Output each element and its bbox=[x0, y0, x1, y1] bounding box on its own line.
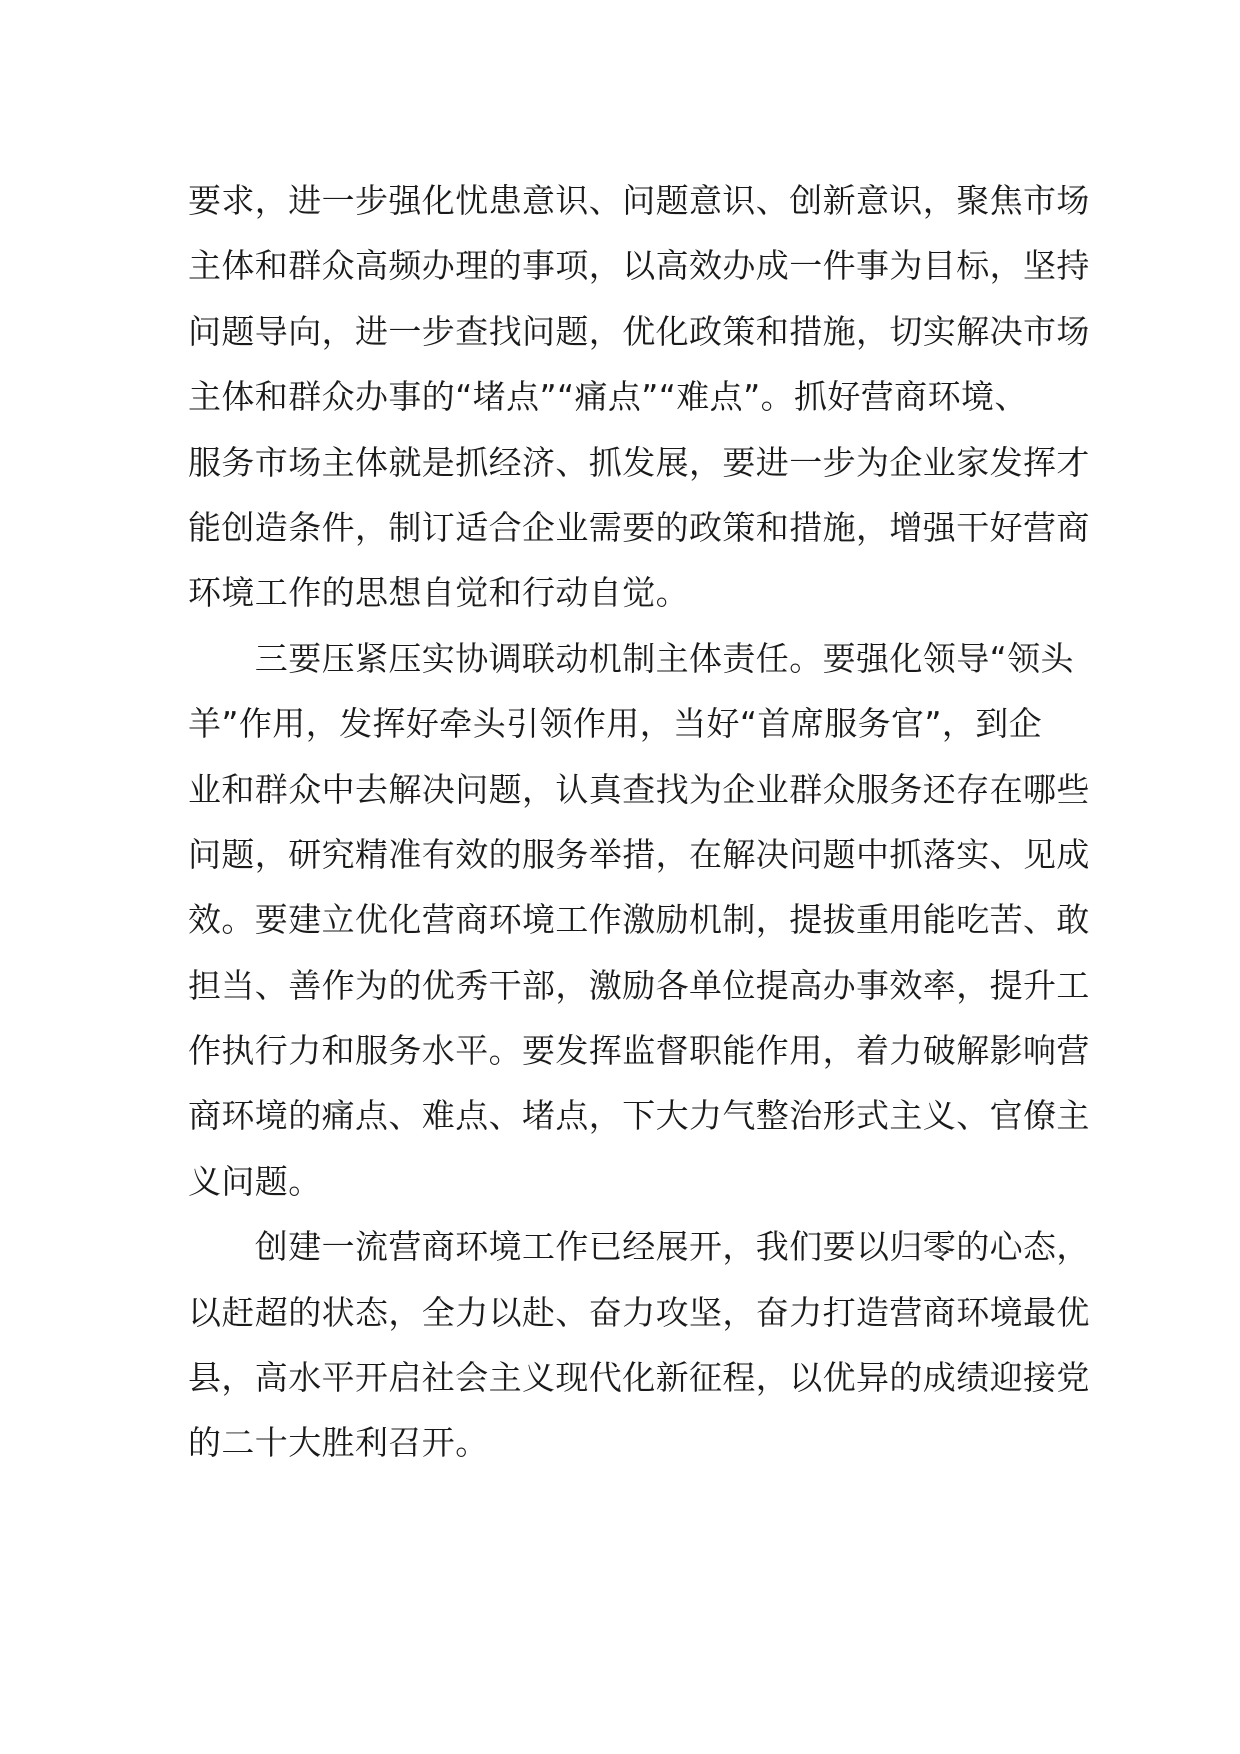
text-line: 县，高水平开启社会主义现代化新征程，以优异的成绩迎接党 bbox=[188, 1358, 1090, 1398]
text-line: 创建一流营商环境工作已经展开，我们要以归零的心态， bbox=[188, 1227, 1090, 1267]
text-line: 义问题。 bbox=[188, 1161, 322, 1201]
text-line: 商环境的痛点、难点、堵点，下大力气整治形式主义、官僚主 bbox=[188, 1096, 1090, 1136]
text-line: 问题导向，进一步查找问题，优化政策和措施，切实解决市场 bbox=[188, 311, 1090, 351]
text-line: 的二十大胜利召开。 bbox=[188, 1423, 489, 1463]
text-line: 环境工作的思想自觉和行动自觉。 bbox=[188, 573, 689, 613]
text-line: 三要压紧压实协调联动机制主体责任。要强化领导“领头 bbox=[188, 638, 1074, 678]
body-text bbox=[188, 168, 1088, 1476]
text-line: 主体和群众高频办理的事项，以高效办成一件事为目标，坚持 bbox=[188, 246, 1090, 286]
text-line: 羊”作用，发挥好牵头引领作用，当好“首席服务官”，到企 bbox=[188, 704, 1043, 744]
text-line: 作执行力和服务水平。要发挥监督职能作用，着力破解影响营 bbox=[188, 1031, 1090, 1071]
text-line: 能创造条件，制订适合企业需要的政策和措施，增强干好营商 bbox=[188, 507, 1090, 547]
text-line: 以赶超的状态，全力以赴、奋力攻坚，奋力打造营商环境最优 bbox=[188, 1292, 1090, 1332]
text-line: 效。要建立优化营商环境工作激励机制，提拔重用能吃苦、敢 bbox=[188, 900, 1090, 940]
text-line: 担当、善作为的优秀干部，激励各单位提高办事效率，提升工 bbox=[188, 965, 1090, 1005]
text-line: 业和群众中去解决问题，认真查找为企业群众服务还存在哪些 bbox=[188, 769, 1090, 809]
text-line: 问题，研究精准有效的服务举措，在解决问题中抓落实、见成 bbox=[188, 834, 1090, 874]
text-line: 要求，进一步强化忧患意识、问题意识、创新意识，聚焦市场 bbox=[188, 181, 1090, 220]
text-line: 服务市场主体就是抓经济、抓发展，要进一步为企业家发挥才 bbox=[188, 442, 1090, 482]
text-line: 主体和群众办事的“堵点”“痛点”“难点”。抓好营商环境、 bbox=[188, 377, 1028, 417]
